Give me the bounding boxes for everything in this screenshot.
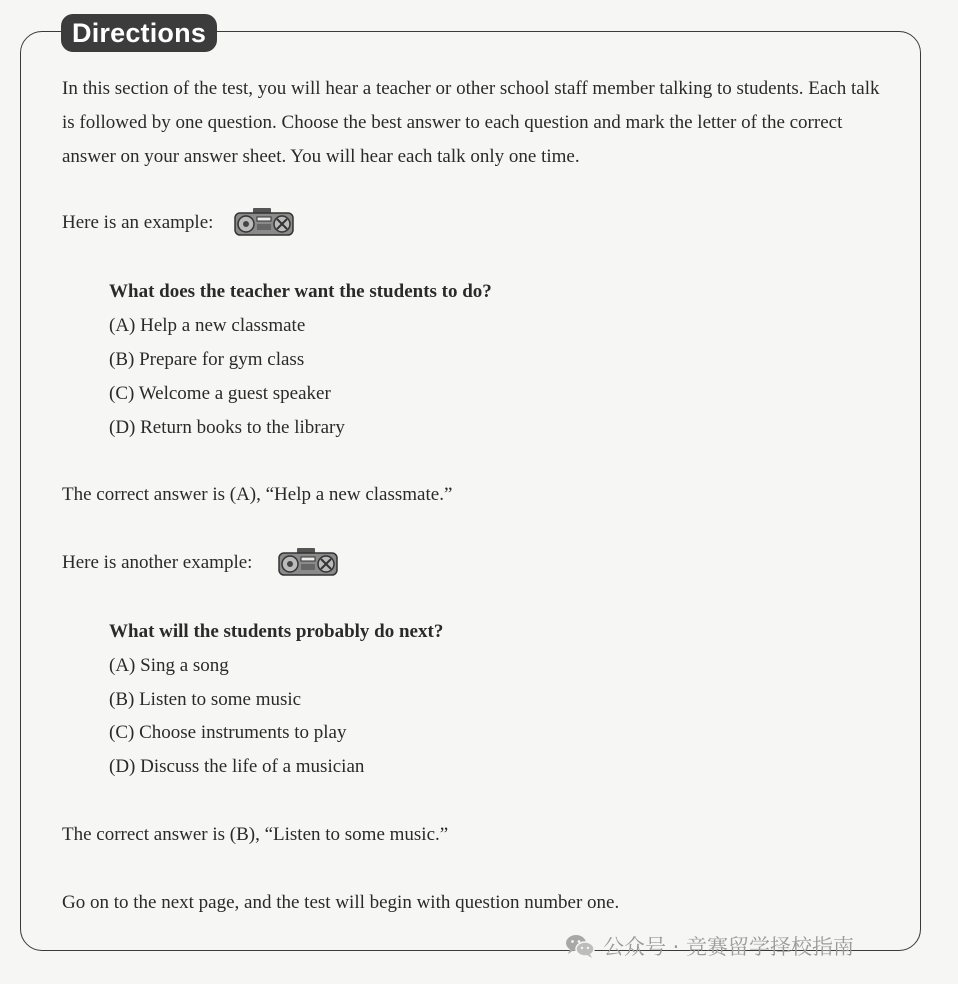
example-2-question: What will the students probably do next? — [109, 621, 444, 642]
example-2-answer: The correct answer is (B), “Listen to some music.” — [62, 824, 449, 845]
audio-player-icon[interactable] — [231, 206, 297, 238]
example-1-option-a: (A) Help a new classmate — [109, 315, 306, 336]
example-1-option-d: (D) Return books to the library — [109, 417, 345, 438]
example-1-answer: The correct answer is (A), “Help a new classmate.” — [62, 484, 453, 505]
directions-intro: In this section of the test, you will hear a teacher or other school staff member talking to students. Each talk is followed by one question. Choose the best answer to each question and mark the letter of the correct answer on your answer sheet. You will hear each talk only one time. — [62, 78, 880, 167]
audio-player-icon[interactable] — [275, 546, 341, 578]
closing-instruction: Go on to the next page, and the test will begin with question number one. — [62, 892, 620, 913]
example-1-question: What does the teacher want the students to do? — [109, 281, 492, 302]
example-2-option-c: (C) Choose instruments to play — [109, 722, 347, 743]
directions-title: Directions — [61, 14, 217, 52]
example-1-label: Here is an example: — [62, 212, 214, 233]
watermark — [565, 932, 854, 960]
example-2-option-a: (A) Sing a song — [109, 655, 229, 676]
example-2-option-d: (D) Discuss the life of a musician — [109, 756, 365, 777]
example-1-option-c: (C) Welcome a guest speaker — [109, 383, 331, 404]
example-2-option-b: (B) Listen to some music — [109, 689, 302, 710]
example-1-option-b: (B) Prepare for gym class — [109, 349, 305, 370]
wechat-icon — [565, 933, 595, 959]
watermark-text: 公众号 · 竞赛留学择校指南 — [603, 935, 855, 959]
example-2-label: Here is another example: — [62, 552, 253, 573]
